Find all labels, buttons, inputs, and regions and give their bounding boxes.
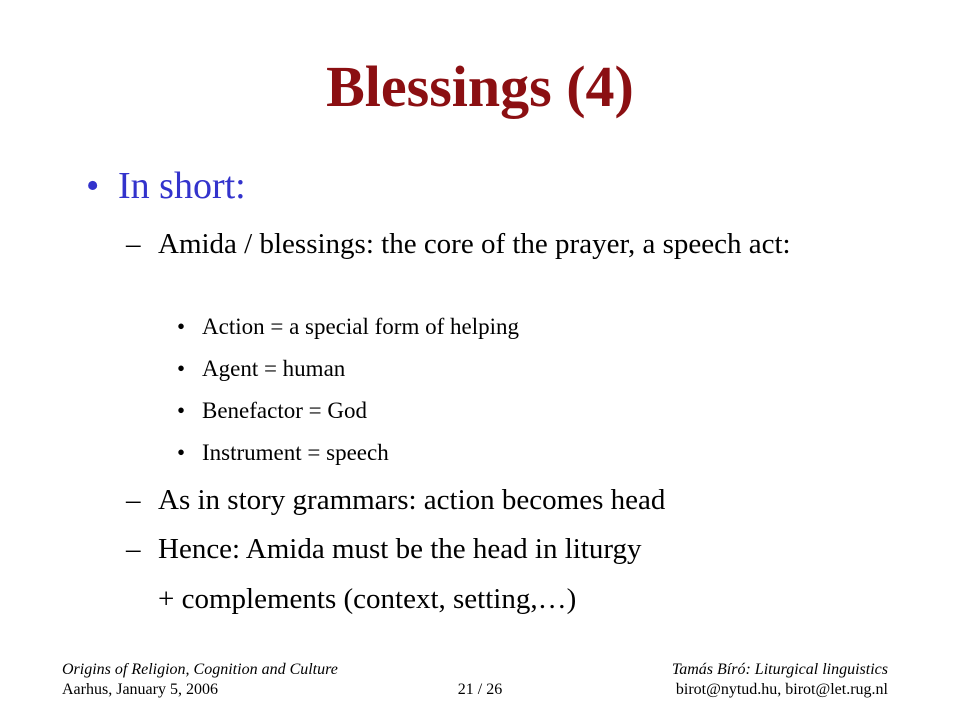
- slide-title: Blessings (4): [326, 54, 634, 119]
- page-number: 21 / 26: [457, 681, 503, 698]
- footer-event: Origins of Religion, Cognition and Culture: [62, 661, 338, 678]
- sub-list-item: [177, 313, 519, 341]
- list-item: [126, 226, 806, 262]
- sub-list-item: [177, 439, 389, 467]
- sub-list-item-text: Action = a special form of helping: [202, 314, 519, 339]
- sub-list-item-text: Instrument = speech: [202, 440, 389, 465]
- dash-marker: –: [126, 533, 141, 565]
- footer-email: birot@nytud.hu, birot@let.rug.nl: [675, 681, 888, 698]
- sub-list-item-text: Benefactor = God: [202, 398, 367, 423]
- dash-marker: –: [126, 228, 141, 260]
- continuation-line: + complements (context, setting,…): [158, 583, 577, 615]
- bullet-marker: •: [177, 356, 186, 381]
- sub-list-item: [177, 397, 367, 425]
- bullet-marker: •: [177, 398, 186, 423]
- list-item: [126, 531, 642, 567]
- bullet-marker: •: [177, 440, 186, 465]
- list-item-text: Hence: Amida must be the head in liturgy: [158, 533, 642, 565]
- sub-list-item-text: Agent = human: [202, 356, 346, 381]
- dash-marker: –: [126, 484, 141, 516]
- footer-right: [672, 660, 888, 700]
- list-item-text: Amida / blessings: the core of the prayer, a speech act:: [158, 228, 791, 260]
- footer-date: Aarhus, January 5, 2006: [62, 681, 218, 698]
- bullet-marker: •: [86, 165, 100, 207]
- footer-author: Tamás Bíró: Liturgical linguistics: [671, 661, 888, 678]
- main-bullet: [86, 164, 246, 210]
- sub-list-item: [177, 355, 345, 383]
- list-item: [126, 482, 665, 518]
- list-item-text: As in story grammars: action becomes head: [158, 484, 666, 516]
- bullet-marker: •: [177, 314, 186, 339]
- main-bullet-text: In short:: [118, 165, 246, 207]
